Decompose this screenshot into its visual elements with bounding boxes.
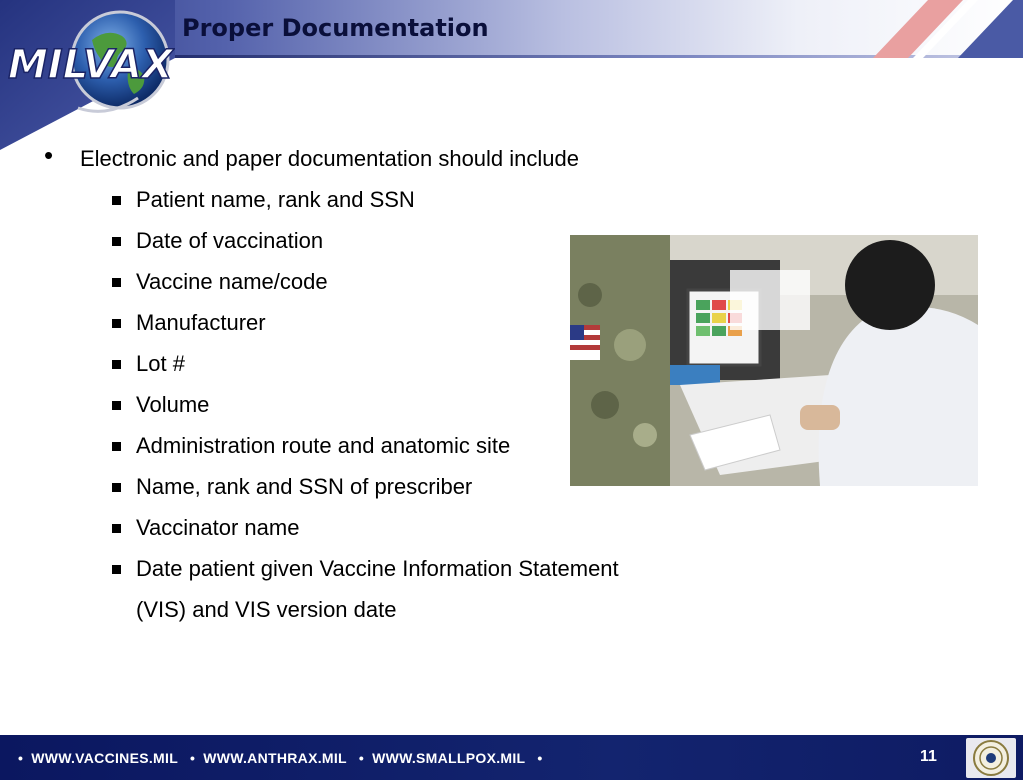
list-item-text: Administration route and anatomic site [136,433,511,458]
square-bullet-icon [112,401,121,410]
seal-icon [966,738,1016,778]
square-bullet-icon [112,278,121,287]
list-item-text: Date patient given Vaccine Information Statement [136,556,619,581]
square-bullet-icon [112,360,121,369]
list-item-text: Volume [136,392,210,417]
milvax-logo [0,0,175,150]
svg-text:MILVAX: MILVAX [8,42,173,88]
list-item-text: Manufacturer [136,310,266,335]
list-item-text: Vaccinator name [136,515,300,540]
page-number: 11 [920,748,937,765]
footer-bar [0,735,1023,780]
square-bullet-icon [112,237,121,246]
bullet-dot: • [44,140,54,170]
list-item-continuation: (VIS) and VIS version date [136,597,397,622]
square-bullet-icon [112,483,121,492]
square-bullet-icon [112,565,121,574]
square-bullet-icon [112,524,121,533]
list-item-text: Vaccine name/code [136,269,328,294]
square-bullet-icon [112,442,121,451]
footer-link-smallpox[interactable]: WWW.SMALLPOX.MIL [372,750,526,766]
main-bullet-text: Electronic and paper documentation should include [80,146,579,171]
list-item-text: Lot # [136,351,185,376]
square-bullet-icon [112,319,121,328]
vaccination-photo [570,235,978,486]
list-item-text: Date of vaccination [136,228,324,253]
page-title: Proper Documentation [182,14,489,42]
square-bullet-icon [112,196,121,205]
footer-links: • WWW.VACCINES.MIL • WWW.ANTHRAX.MIL • WWW.SMALLPOX.MIL • [18,750,543,766]
list-item-text: Name, rank and SSN of prescriber [136,474,473,499]
footer-link-vaccines[interactable]: WWW.VACCINES.MIL [31,750,178,766]
decorative-stripes [853,0,1023,58]
list-item-text: Patient name, rank and SSN [136,187,415,212]
footer-link-anthrax[interactable]: WWW.ANTHRAX.MIL [203,750,347,766]
